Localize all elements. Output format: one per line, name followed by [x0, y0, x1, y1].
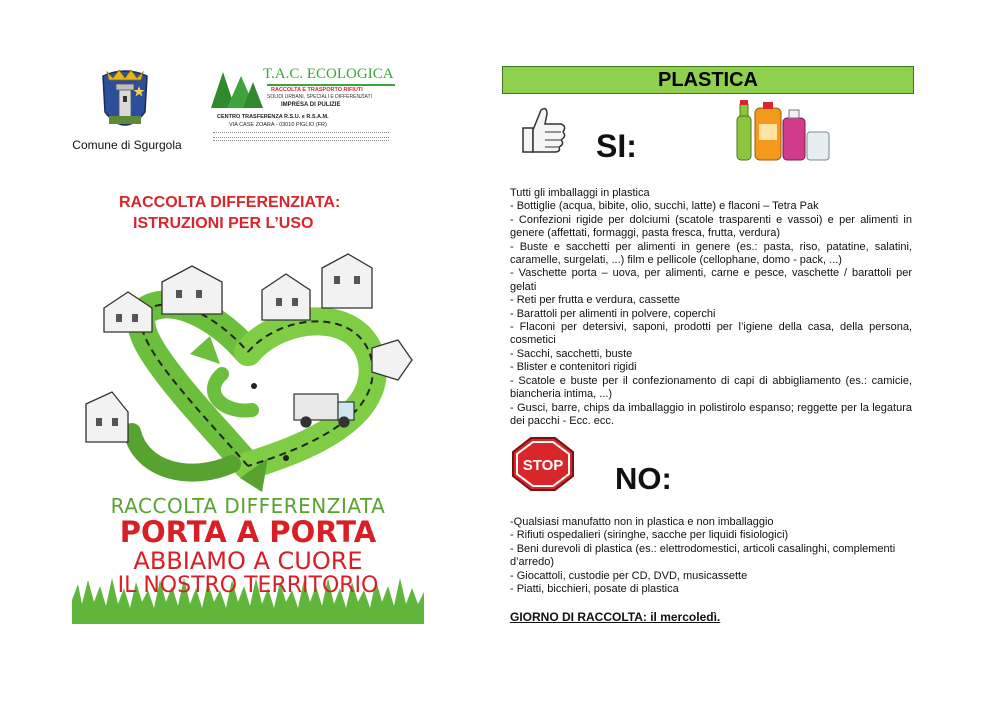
si-list	[510, 187, 912, 428]
list-item: - Buste e sacchetti per alimenti in genere (es.: pasta, riso, patatine, salatini, caramelle, surgelati, ...) film e pellicole (cellophane, domo - pack, ...)	[510, 240, 912, 267]
slogan-line-3: ABBIAMO A CUORE	[133, 547, 363, 575]
tac-tagline4: CENTRO TRASFERENZA R.S.U. e R.S.A.M.	[217, 114, 329, 120]
slogan-line-4: IL NOSTRO TERRITORIO	[117, 573, 379, 598]
tree-icon	[211, 72, 263, 112]
tac-tagline3: IMPRESA DI PULIZIE	[281, 102, 341, 108]
tac-tagline1: RACCOLTA E TRASPORTO RIFIUTI	[271, 87, 363, 93]
crest-icon	[99, 68, 151, 138]
collection-day: GIORNO DI RACCOLTA: il mercoledì.	[510, 610, 721, 624]
tac-tagline5: VIA CASE ZOARA - 03010 PIGLIO (FR)	[229, 122, 327, 128]
no-list	[510, 516, 912, 596]
comune-label: Comune di Sgurgola	[72, 138, 182, 152]
list-item: - Giocattoli, custodie per CD, DVD, musicassette	[510, 569, 748, 582]
list-item: - Vaschette porta – uova, per alimenti, carne e pesce, vaschette / barattoli per gelati	[510, 267, 912, 293]
list-item: - Scatole e buste per il confezionamento di capi di abbigliamento (es.: camicie, biancheria intima, ...)	[510, 374, 912, 401]
list-item: - Bottiglie (acqua, bibite, olio, succhi, latte) e flaconi – Tetra Pak	[510, 200, 819, 213]
list-item: - Blister e contenitori rigidi	[510, 361, 637, 374]
list-item: - Flaconi per detersivi, saponi, prodotti per l’igiene della casa, della persona, cosmetici	[510, 321, 912, 347]
list-item: - Barattoli per alimenti in polvere, coperchi	[510, 307, 716, 320]
list-item: - Beni durevoli di plastica (es.: elettrodomestici, articoli casalinghi, complementi d’arredo)	[510, 542, 896, 569]
tac-fineprint	[213, 132, 389, 138]
title-line-1: RACCOLTA DIFFERENZIATA:	[119, 194, 341, 211]
slogan	[72, 496, 424, 597]
no-label: NO:	[615, 461, 672, 496]
list-item: -Qualsiasi manufatto non in plastica e non imballaggio	[510, 516, 774, 528]
stop-text: STOP	[522, 457, 564, 474]
title-line-2: ISTRUZIONI PER L’USO	[133, 215, 314, 232]
list-item: - Piatti, bicchieri, posate di plastica	[510, 583, 679, 596]
list-item: - Gusci, barre, chips da imballaggio in polistirolo espanso; reggette per la legatura dei pacchi - Ecc. ecc.	[510, 401, 912, 427]
thumbs-up-icon	[515, 104, 569, 156]
tac-fineprint	[213, 140, 389, 144]
left-title	[119, 192, 340, 234]
list-item: - Sacchi, sacchetti, buste	[510, 347, 633, 360]
plastica-banner: PLASTICA	[502, 66, 914, 94]
stop-sign-icon	[511, 436, 575, 492]
list-item: - Confezioni rigide per dolciumi (scatole trasparenti e vassoi) e per alimenti in genere (affettati, formaggi, pasta fresca, frutta, verdura)	[510, 213, 912, 240]
list-item: - Rifiuti ospedalieri (siringhe, sacche per liquidi fisiologici)	[510, 529, 789, 542]
tac-name: T.A.C. ECOLOGICA	[263, 66, 394, 82]
si-label: SI:	[596, 128, 637, 164]
list-item: Tutti gli imballaggi in plastica	[510, 187, 650, 199]
tac-tagline2: SOLIDI URBANI, SPECIALI E DIFFERENZIATI	[267, 94, 372, 100]
plastic-bottles-icon	[733, 98, 833, 164]
slogan-line-1: RACCOLTA DIFFERENZIATA	[110, 494, 386, 518]
list-item: - Reti per frutta e verdura, cassette	[510, 294, 680, 307]
tac-rule	[267, 84, 395, 86]
tac-logo	[211, 66, 395, 158]
slogan-line-2: PORTA A PORTA	[119, 515, 377, 549]
